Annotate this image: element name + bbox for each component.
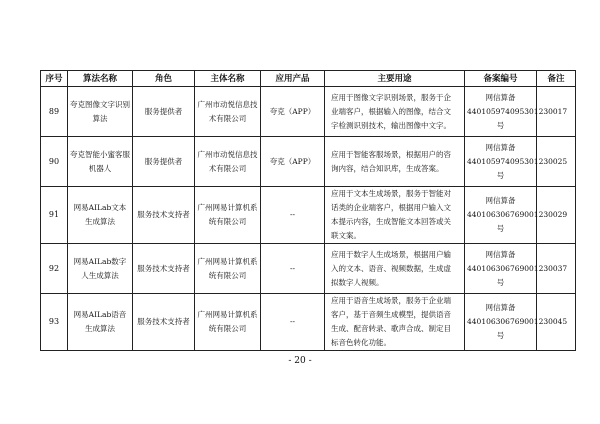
filing-table [40,70,576,351]
cell-filing: 网信算备440105974095301230025号 [465,137,537,187]
cell-filing: 网信算备440105974095301230017号 [465,87,537,137]
cell-algorithm: 夸克图像文字识别算法 [68,87,133,137]
header-remarks: 备注 [537,71,576,87]
page-number: - 20 - [288,356,312,366]
cell-seq: 91 [41,187,68,244]
cell-seq: 92 [41,244,68,294]
cell-algorithm: 夸克智能小蜜客服机器人 [68,137,133,187]
cell-entity: 广州市动悦信息技术有限公司 [195,87,261,137]
cell-algorithm: 网易AILab数字人生成算法 [68,244,133,294]
cell-usage: 应用于图像文字识别场景，服务于企业端客户，根据输入的图像，结合文字检测识别技术，输出图像中文字。 [325,87,465,137]
cell-entity: 广州市动悦信息技术有限公司 [195,137,261,187]
table-row [41,294,576,351]
table-row [41,244,576,294]
cell-role: 服务提供者 [133,87,195,137]
header-product: 应用产品 [261,71,325,87]
cell-usage: 应用于文本生成场景，服务于智能对话类的企业端客户，根据用户输入文本提示内容，生成智能文本回答或关联文案。 [325,187,465,244]
cell-usage: 应用于智能客服场景，根据用户的咨询内容，结合知识库，生成答案。 [325,137,465,187]
cell-role: 服务提供者 [133,137,195,187]
cell-product: 夸克（APP） [261,137,325,187]
header-algorithm: 算法名称 [68,71,133,87]
table-row [41,187,576,244]
table-row [41,137,576,187]
cell-entity: 广州网易计算机系统有限公司 [195,294,261,351]
cell-role: 服务技术支持者 [133,187,195,244]
cell-algorithm: 网易AILab文本生成算法 [68,187,133,244]
table-row [41,87,576,137]
header-filing: 备案编号 [465,71,537,87]
cell-filing: 网信算备440106306769001230029号 [465,187,537,244]
cell-role: 服务技术支持者 [133,244,195,294]
header-seq: 序号 [41,71,68,87]
cell-filing: 网信算备440106306769001230045号 [465,294,537,351]
cell-product: -- [261,187,325,244]
cell-algorithm: 网易AILab语音生成算法 [68,294,133,351]
header-entity: 主体名称 [195,71,261,87]
cell-usage: 应用于语音生成场景，服务于企业端客户，基于音频生成模型，提供语音生成、配音转录、歌声合成、制定目标音色转化功能。 [325,294,465,351]
cell-product: -- [261,244,325,294]
header-usage: 主要用途 [325,71,465,87]
cell-seq: 90 [41,137,68,187]
cell-usage: 应用于数字人生成场景，根据用户输入的文本、语音、视频数据，生成虚拟数字人视频。 [325,244,465,294]
cell-seq: 89 [41,87,68,137]
cell-product: -- [261,294,325,351]
cell-filing: 网信算备440106306769001230037号 [465,244,537,294]
cell-entity: 广州网易计算机系统有限公司 [195,244,261,294]
cell-seq: 93 [41,294,68,351]
header-role: 角色 [133,71,195,87]
cell-product: 夸克（APP） [261,87,325,137]
cell-entity: 广州网易计算机系统有限公司 [195,187,261,244]
table-header-row [41,71,576,87]
cell-role: 服务技术支持者 [133,294,195,351]
